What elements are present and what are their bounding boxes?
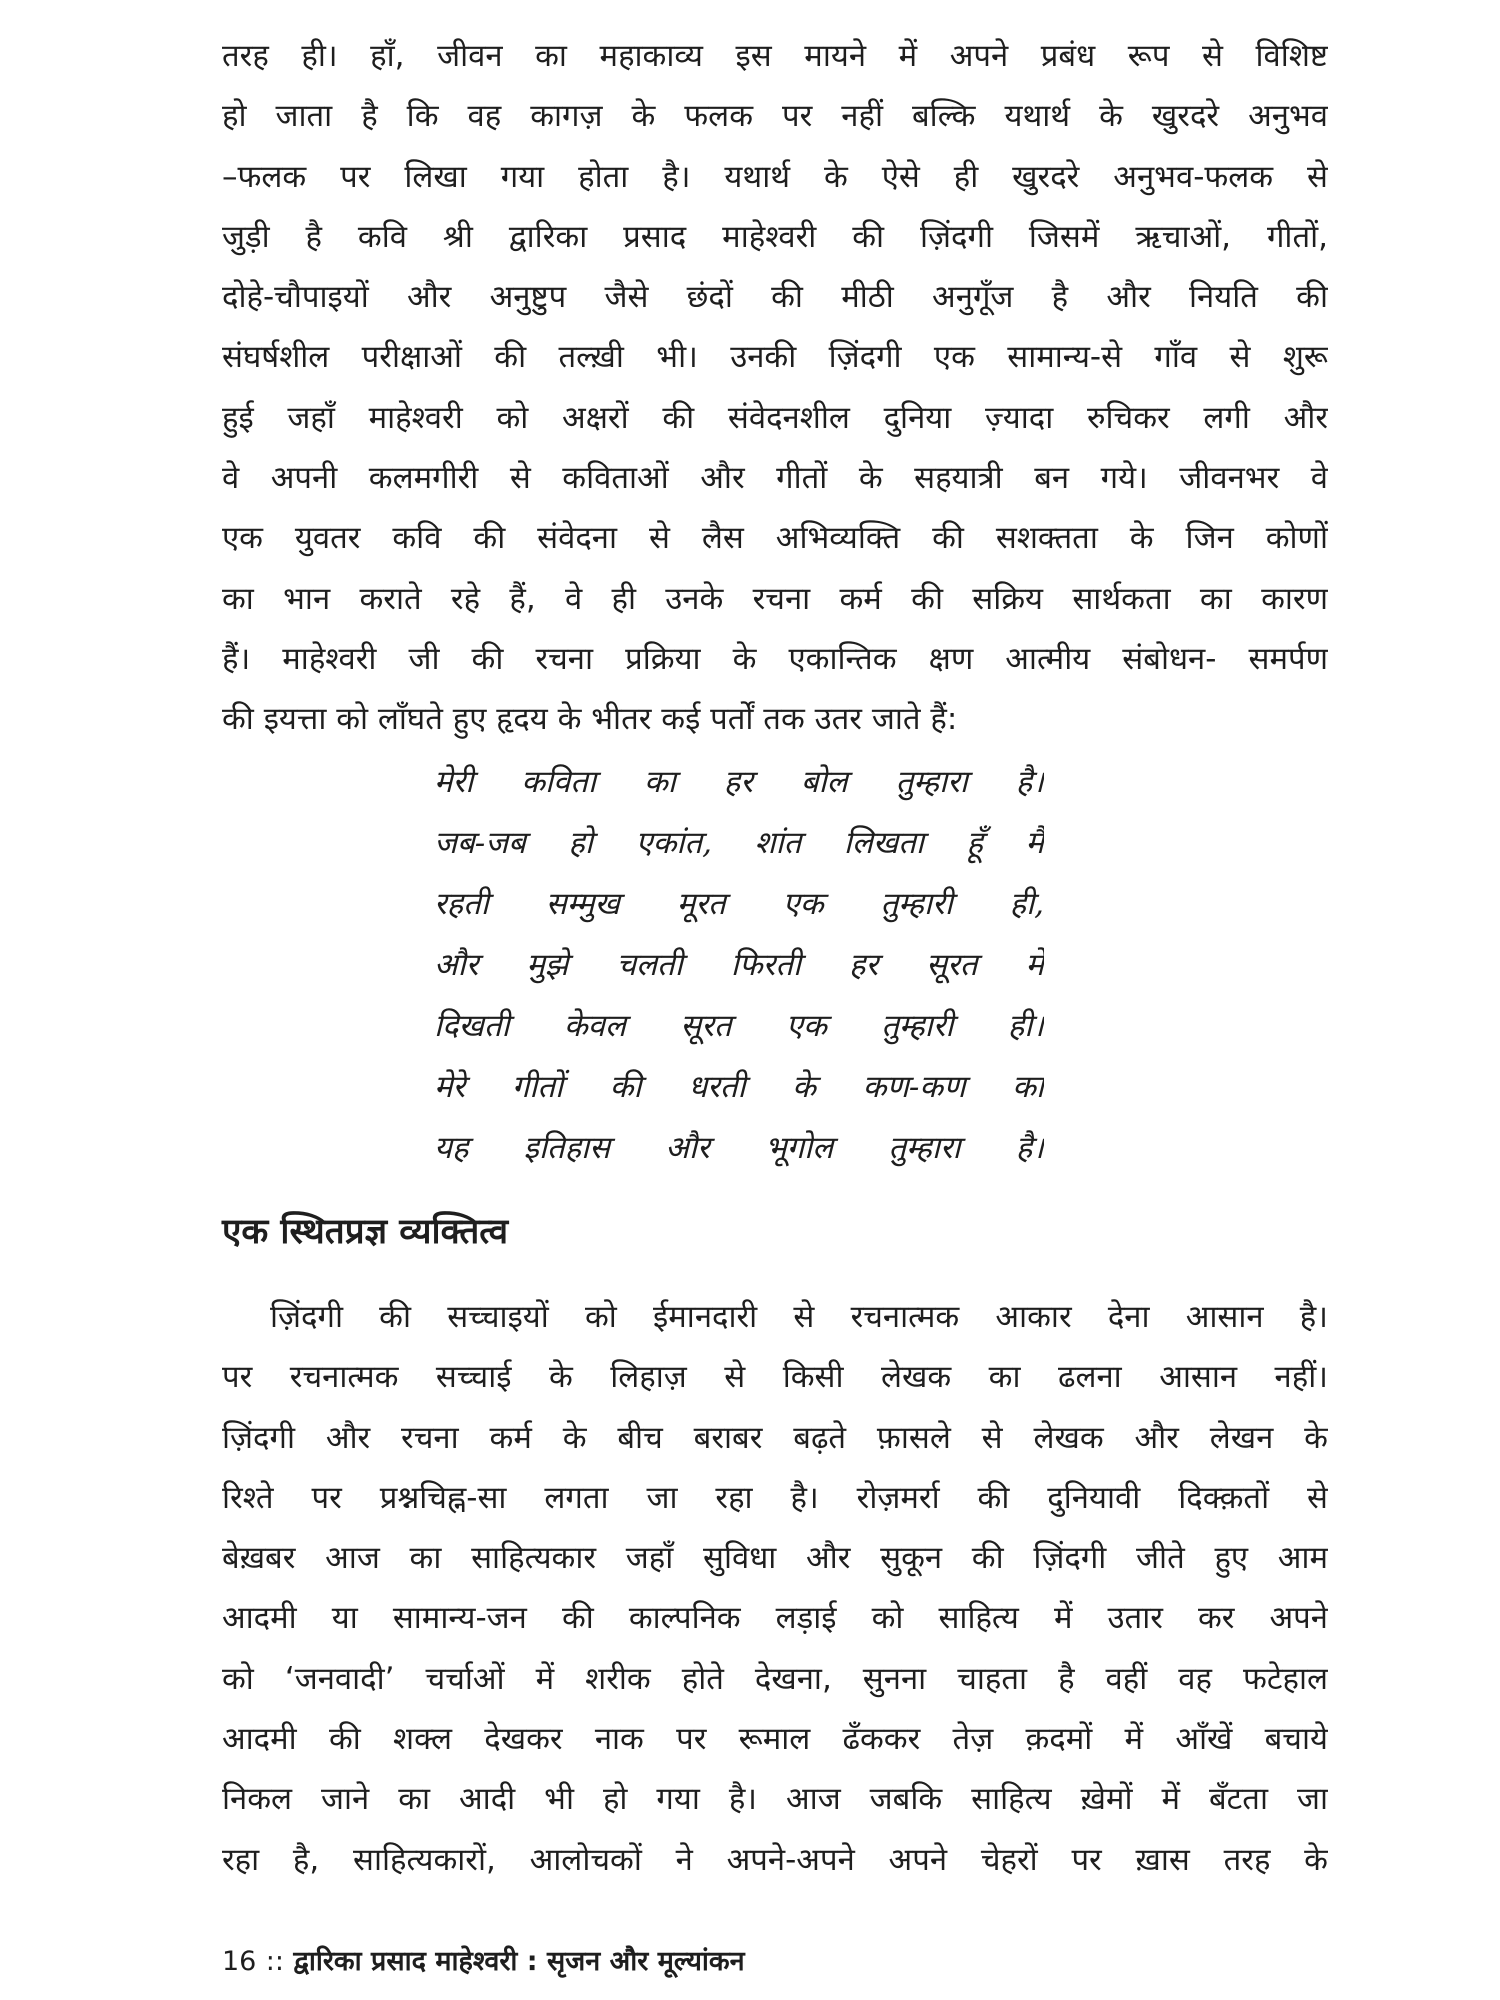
paragraph-line: आदमी या सामान्य-जन की काल्पनिक लड़ाई को साहित्य में उतार कर अपने [222, 1600, 1328, 1637]
poem-line: और मुझे चलती फिरती हर सूरत में [434, 947, 1044, 983]
paragraph-line: हुई जहाँ माहेश्वरी को अक्षरों की संवेदनशील दुनिया ज़्यादा रुचिकर लगी और [222, 399, 1328, 436]
poem-line: जब-जब हो एकांत, शांत लिखता हूँ मैं [434, 825, 1044, 861]
paragraph-line: ज़िंदगी की सच्चाइयों को ईमानदारी से रचनात्मक आकार देना आसान है। [270, 1299, 1328, 1335]
paragraph-line: दोहे-चौपाइयों और अनुष्टुप जैसे छंदों की मीठी अनुगूँज है और नियति की [222, 279, 1328, 316]
poem-line: रहती सम्मुख मूरत एक तुम्हारी ही, [434, 886, 1044, 922]
book-title: द्वारिका प्रसाद माहेश्वरी : सृजन और मूल्यांकन [293, 1946, 745, 1977]
poem-line: यह इतिहास और भूगोल तुम्हारा है। [434, 1130, 1044, 1166]
paragraph-line: हो जाता है कि वह कागज़ के फलक पर नहीं बल्कि यथार्थ के खुरदरे अनुभव [222, 98, 1328, 135]
section-heading: एक स्थितप्रज्ञ व्यक्तित्व [222, 1212, 509, 1252]
page-number: 16 [222, 1946, 257, 1977]
paragraph-line: ज़िंदगी और रचना कर्म के बीच बराबर बढ़ते फ़ासले से लेखक और लेखन के [222, 1419, 1328, 1456]
paragraph-line: हैं। माहेश्वरी जी की रचना प्रक्रिया के एकान्तिक क्षण आत्मीय संबोधन- समर्पण [222, 640, 1328, 677]
poem-line: मेरी कविता का हर बोल तुम्हारा है। [434, 764, 1044, 800]
paragraph-line: रिश्ते पर प्रश्नचिह्न-सा लगता जा रहा है। रोज़मर्रा की दुनियावी दिक्क़तों से [222, 1479, 1328, 1516]
paragraph-line: बेख़बर आज का साहित्यकार जहाँ सुविधा और सुकून की ज़िंदगी जीते हुए आम [222, 1540, 1328, 1577]
paragraph-line: पर रचनात्मक सच्चाई के लिहाज़ से किसी लेखक का ढलना आसान नहीं। [222, 1359, 1328, 1396]
poem-line: दिखती केवल सूरत एक तुम्हारी ही। [434, 1008, 1044, 1044]
paragraph-line: रहा है, साहित्यकारों, आलोचकों ने अपने-अपने अपने चेहरों पर ख़ास तरह के [222, 1841, 1328, 1878]
paragraph-line: संघर्षशील परीक्षाओं की तल्ख़ी भी। उनकी ज़िंदगी एक सामान्य-से गाँव से शुरू [222, 339, 1328, 376]
paragraph-line: जुड़ी है कवि श्री द्वारिका प्रसाद माहेश्वरी की ज़िंदगी जिसमें ऋचाओं, गीतों, [222, 218, 1328, 255]
paragraph-line: वे अपनी कलमगीरी से कविताओं और गीतों के सहयात्री बन गये। जीवनभर वे [222, 460, 1328, 497]
paragraph-line: आदमी की शक्ल देखकर नाक पर रूमाल ढँककर तेज़ क़दमों में आँखें बचाये [222, 1721, 1328, 1758]
paragraph-line: की इयत्ता को लाँघते हुए हृदय के भीतर कई पर्तों तक उतर जाते हैं: [222, 701, 958, 738]
paragraph-line: एक युवतर कवि की संवेदना से लैस अभिव्यक्ति की सशक्तता के जिन कोणों [222, 520, 1328, 557]
paragraph-intro [222, 26, 1328, 750]
poem-quote [434, 752, 1044, 1179]
paragraph-line: का भान कराते रहे हैं, वे ही उनके रचना कर्म की सक्रिय सार्थकता का कारण [222, 580, 1328, 617]
paragraph-section [222, 1287, 1328, 1890]
paragraph-line: तरह ही। हाँ, जीवन का महाकाव्य इस मायने में अपने प्रबंध रूप से विशिष्ट [222, 38, 1328, 74]
page-footer [222, 1942, 745, 1982]
paragraph-line: –फलक पर लिखा गया होता है। यथार्थ के ऐसे ही खुरदरे अनुभव-फलक से [222, 158, 1328, 195]
paragraph-line: को ‘जनवादी’ चर्चाओं में शरीक होते देखना, सुनना चाहता है वहीं वह फटेहाल [222, 1660, 1328, 1697]
poem-line: मेरे गीतों की धरती के कण-कण का [434, 1069, 1044, 1105]
paragraph-line: निकल जाने का आदी भी हो गया है। आज जबकि साहित्य ख़ेमों में बँटता जा [222, 1781, 1328, 1818]
footer-separator: :: [265, 1946, 284, 1977]
